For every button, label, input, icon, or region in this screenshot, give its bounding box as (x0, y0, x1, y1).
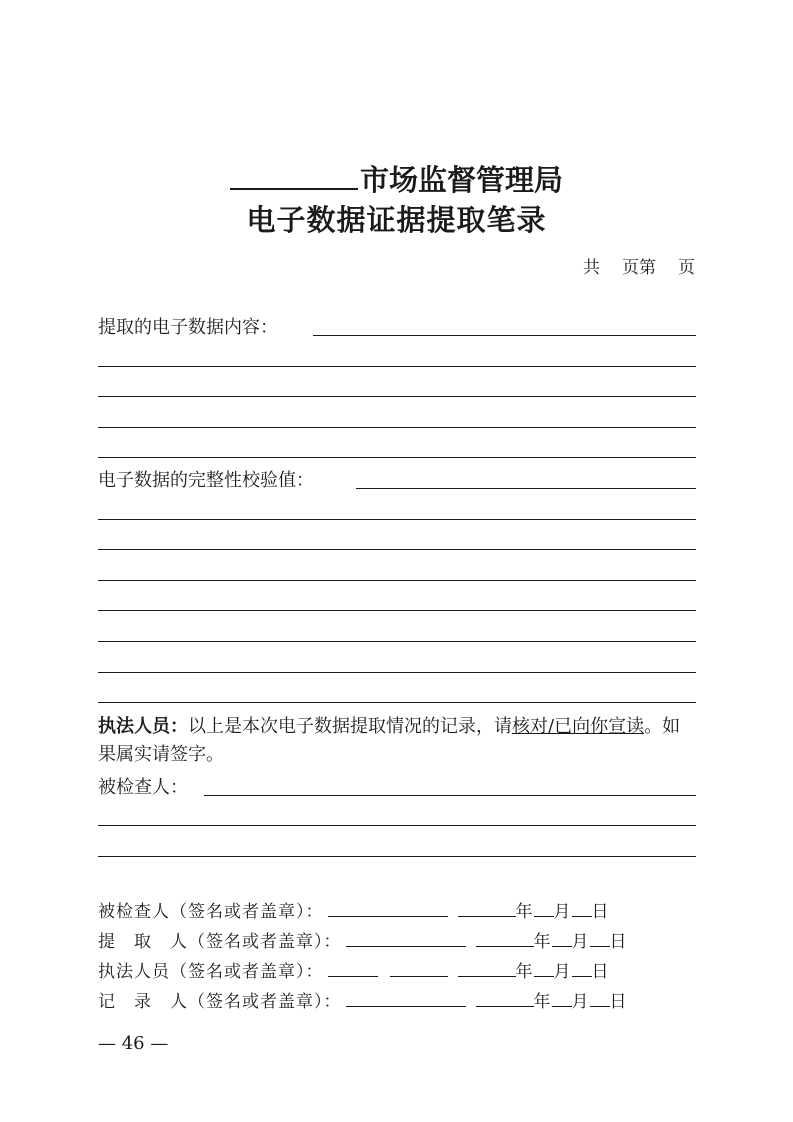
day-label: 日 (591, 902, 610, 922)
content-label: 提取的电子数据内容： (98, 317, 278, 338)
day-blank[interactable] (572, 958, 592, 977)
checksum-line-8[interactable] (98, 702, 696, 703)
month-blank[interactable] (552, 988, 572, 1007)
content-line-4[interactable] (98, 427, 696, 428)
year-label: 年 (515, 962, 534, 982)
notice-text-a: 以上是本次电子数据提取情况的记录，请 (188, 716, 512, 737)
page-label: 页第 (622, 258, 656, 278)
page-end-label: 页 (678, 258, 695, 278)
day-label: 日 (609, 932, 628, 952)
checksum-line-5[interactable] (98, 610, 696, 611)
month-blank[interactable] (534, 958, 554, 977)
signature-label: 被检查人（签名或者盖章）： (98, 902, 324, 922)
signature-label: 提 取 人（签名或者盖章）： (98, 932, 342, 952)
notice-verify-read: 核对/已向你宣读 (512, 716, 645, 737)
day-blank[interactable] (590, 928, 610, 947)
notice-lead: 执法人员： (98, 716, 188, 737)
month-label: 月 (571, 932, 590, 952)
content-line-2[interactable] (98, 366, 696, 367)
page-count (540, 256, 695, 280)
enforcement-notice (98, 713, 698, 769)
signature-blank-2[interactable] (390, 958, 448, 977)
day-blank[interactable] (590, 988, 610, 1007)
year-label: 年 (533, 992, 552, 1012)
inspected-line-2[interactable] (98, 825, 696, 826)
year-label: 年 (515, 902, 534, 922)
year-blank[interactable] (458, 898, 516, 917)
signature-blank[interactable] (328, 898, 448, 917)
agency-title (0, 158, 793, 200)
month-label: 月 (571, 992, 590, 1012)
agency-name-blank[interactable] (230, 158, 358, 190)
signature-blank[interactable] (346, 928, 466, 947)
notice-text-b: 。如果属实请签字。 (98, 716, 681, 765)
signature-row-officers (98, 958, 610, 984)
year-blank[interactable] (476, 988, 534, 1007)
checksum-line-6[interactable] (98, 641, 696, 642)
checksum-line-4[interactable] (98, 580, 696, 581)
month-label: 月 (553, 902, 572, 922)
day-label: 日 (609, 992, 628, 1012)
signature-label: 记 录 人（签名或者盖章）： (98, 992, 342, 1012)
content-line-3[interactable] (98, 396, 696, 397)
year-blank[interactable] (476, 928, 534, 947)
signature-row-extractor (98, 928, 628, 954)
content-line-5[interactable] (98, 457, 696, 458)
signature-blank-1[interactable] (328, 958, 378, 977)
month-label: 月 (553, 962, 572, 982)
checksum-line-3[interactable] (98, 549, 696, 550)
year-blank[interactable] (458, 958, 516, 977)
inspected-line-3[interactable] (98, 856, 696, 857)
day-label: 日 (591, 962, 610, 982)
page-number: — 46 — (98, 1033, 169, 1054)
signature-label: 执法人员（签名或者盖章）： (98, 962, 324, 982)
year-label: 年 (533, 932, 552, 952)
day-blank[interactable] (572, 898, 592, 917)
checksum-line-7[interactable] (98, 672, 696, 673)
agency-title-text: 市场监督管理局 (359, 163, 563, 197)
inspected-label: 被检查人： (98, 777, 188, 798)
checksum-line-2[interactable] (98, 519, 696, 520)
checksum-line-1[interactable] (356, 488, 696, 489)
document-title: 电子数据证据提取笔录 (246, 203, 547, 237)
checksum-label: 电子数据的完整性校验值： (98, 470, 314, 491)
month-blank[interactable] (534, 898, 554, 917)
signature-row-inspected (98, 898, 610, 924)
inspected-line-1[interactable] (204, 795, 696, 796)
month-blank[interactable] (552, 928, 572, 947)
page-total-label: 共 (583, 258, 600, 278)
signature-blank[interactable] (346, 988, 466, 1007)
content-line-1[interactable] (313, 335, 696, 336)
signature-row-recorder (98, 988, 628, 1014)
